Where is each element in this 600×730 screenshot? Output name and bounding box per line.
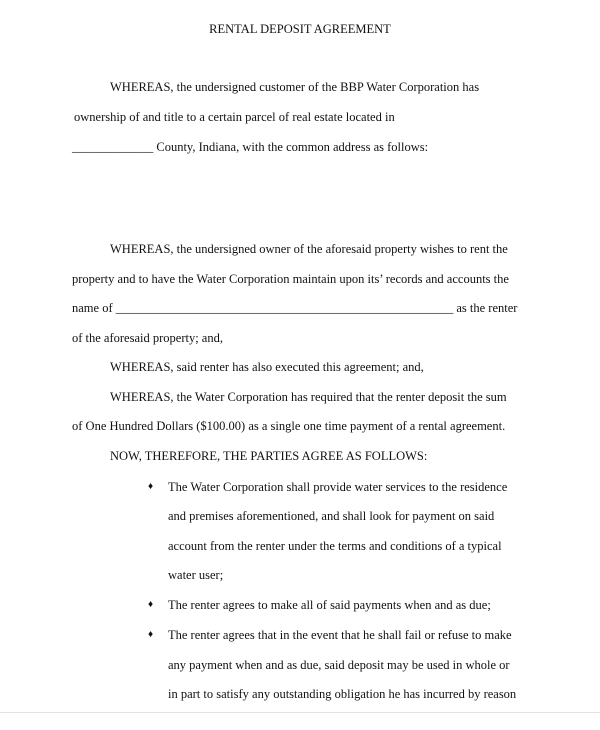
paragraph-line: _____________ County, Indiana, with the common address as follows: [72, 140, 429, 154]
paragraph-line: WHEREAS, the undersigned customer of the BBP Water Corporation has [110, 80, 480, 94]
bullet-line: any payment when and as due, said deposit may be used in whole or [168, 658, 510, 672]
paragraph-line: WHEREAS, the undersigned owner of the aforesaid property wishes to rent the [110, 242, 508, 256]
paragraph-line: ownership of and title to a certain parcel of real estate located in [74, 110, 395, 124]
page-divider [0, 712, 600, 713]
paragraph-line: name of ______________________________________________________ as the renter [72, 301, 518, 315]
diamond-bullet-icon: ♦ [148, 599, 154, 610]
bullet-line: and premises aforementioned, and shall look for payment on said [168, 509, 495, 523]
bullet-line: water user; [168, 568, 224, 582]
diamond-bullet-icon: ♦ [148, 481, 154, 492]
section-heading: NOW, THEREFORE, THE PARTIES AGREE AS FOLLOWS: [110, 449, 428, 463]
bullet-line: The renter agrees that in the event that he shall fail or refuse to make [168, 628, 512, 642]
bullet-line: in part to satisfy any outstanding obligation he has incurred by reason [168, 687, 517, 701]
paragraph-line: property and to have the Water Corporation maintain upon its’ records and accounts the [72, 272, 509, 286]
bullet-line: The Water Corporation shall provide water services to the residence [168, 480, 508, 494]
paragraph-line: of One Hundred Dollars ($100.00) as a single one time payment of a rental agreement. [72, 419, 506, 433]
paragraph-line: of the aforesaid property; and, [72, 331, 223, 345]
bullet-line: The renter agrees to make all of said payments when and as due; [168, 598, 491, 612]
document-title: RENTAL DEPOSIT AGREEMENT [209, 22, 391, 36]
diamond-bullet-icon: ♦ [148, 629, 154, 640]
paragraph-line: WHEREAS, the Water Corporation has required that the renter deposit the sum [110, 390, 507, 404]
paragraph-line: WHEREAS, said renter has also executed this agreement; and, [110, 360, 424, 374]
bullet-line: account from the renter under the terms and conditions of a typical [168, 539, 502, 553]
